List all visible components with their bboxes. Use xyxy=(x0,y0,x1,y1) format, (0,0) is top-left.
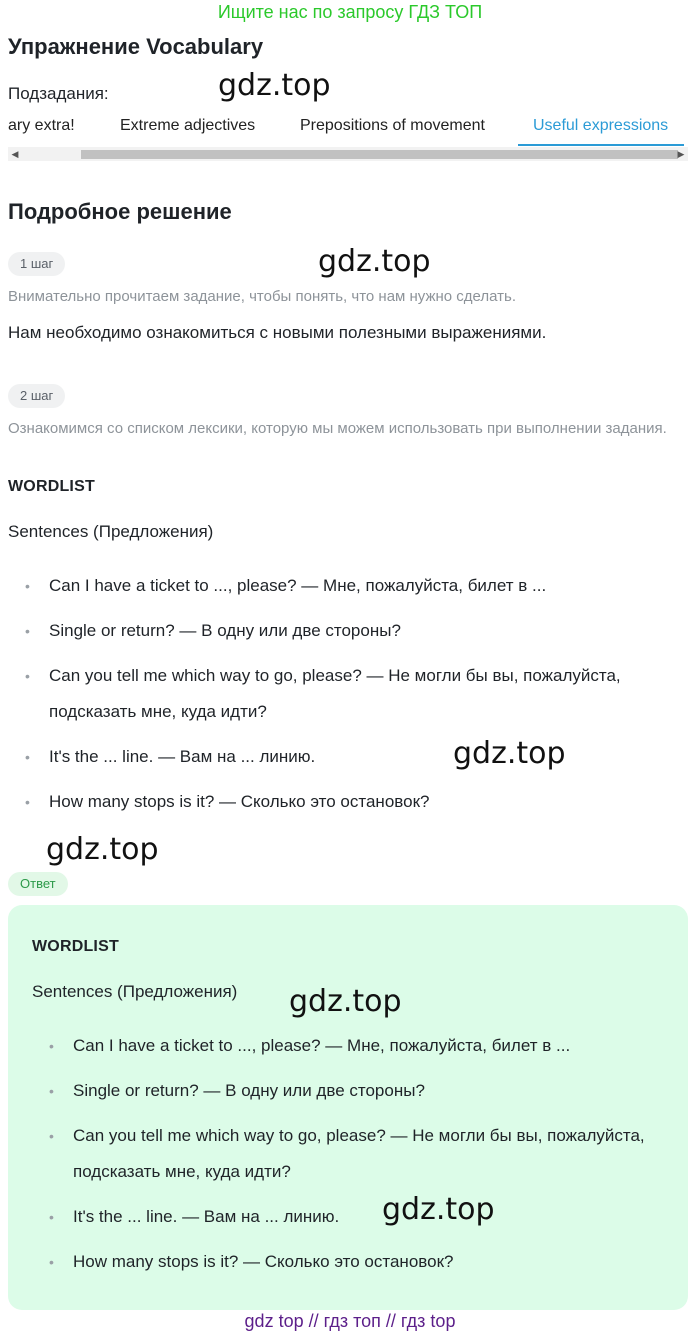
list-item xyxy=(32,1244,672,1280)
bullet-icon: • xyxy=(49,1128,54,1144)
wordlist-heading: WORDLIST xyxy=(8,478,95,495)
scrollbar-thumb[interactable] xyxy=(81,150,678,159)
list-item-text: How many stops is it? — Сколько это остановок? xyxy=(49,792,430,811)
bullet-icon: • xyxy=(49,1083,54,1099)
exercise-title: Упражнение Vocabulary xyxy=(8,34,264,59)
list-item-text: Single or return? — В одну или две стороны? xyxy=(49,621,401,640)
bullet-icon: • xyxy=(25,623,30,639)
list-item xyxy=(8,568,688,604)
bullet-icon: • xyxy=(49,1209,54,1225)
step-1-text: Нам необходимо ознакомиться с новыми полезными выражениями. xyxy=(8,323,547,342)
watermark: gdz.top xyxy=(382,1192,495,1227)
step-1-hint: Внимательно прочитаем задание, чтобы понять, что нам нужно сделать. xyxy=(8,288,517,305)
list-item-text: Can you tell me which way to go, please? — Не могли бы вы, пожалуйста, подсказать мне, куда идти? xyxy=(49,666,621,721)
list-item xyxy=(32,1199,672,1235)
bullet-icon: • xyxy=(25,668,30,684)
list-item xyxy=(32,1073,672,1109)
list-item-text: It's the ... line. — Вам на ... линию. xyxy=(73,1207,340,1226)
solution-title: Подробное решение xyxy=(8,199,232,224)
tabs-scrollbar[interactable] xyxy=(8,147,688,161)
tab-vocabulary-extra[interactable]: ary extra! xyxy=(8,117,75,134)
list-item-text: Can I have a ticket to ..., please? — Мне, пожалуйста, билет в ... xyxy=(49,576,547,595)
tab-useful-expressions[interactable]: Useful expressions xyxy=(518,112,684,146)
list-item xyxy=(8,784,688,820)
watermark: gdz.top xyxy=(289,984,402,1019)
bullet-icon: • xyxy=(25,749,30,765)
sentences-subheading: Sentences (Предложения) xyxy=(8,522,214,541)
step-2-badge: 2 шаг xyxy=(8,384,65,408)
bullet-icon: • xyxy=(25,794,30,810)
list-item xyxy=(8,658,688,730)
scroll-left-icon[interactable]: ◀ xyxy=(11,149,19,159)
list-item-text: Can you tell me which way to go, please? — Не могли бы вы, пожалуйста, подсказать мне, куда идти? xyxy=(73,1126,645,1181)
answer-list xyxy=(32,1028,672,1280)
watermark: gdz.top xyxy=(218,68,331,103)
list-item-text: It's the ... line. — Вам на ... линию. xyxy=(49,747,316,766)
tab-extreme-adjectives[interactable]: Extreme adjectives xyxy=(120,117,256,134)
footer-links[interactable]: gdz top // гдз топ // гдз top xyxy=(244,1311,456,1331)
watermark: gdz.top xyxy=(453,736,566,771)
bullet-icon: • xyxy=(49,1254,54,1270)
subtask-tabs xyxy=(0,112,700,146)
bullet-icon: • xyxy=(49,1038,54,1054)
list-item xyxy=(8,739,688,775)
list-item-text: Can I have a ticket to ..., please? — Мне, пожалуйста, билет в ... xyxy=(73,1036,571,1055)
tab-prepositions-of-movement[interactable]: Prepositions of movement xyxy=(300,117,485,134)
bullet-icon: • xyxy=(25,578,30,594)
promo-banner: Ищите нас по запросу ГДЗ ТОП xyxy=(217,2,483,22)
subtasks-label: Подзадания: xyxy=(8,84,109,103)
watermark: gdz.top xyxy=(318,244,431,279)
answer-sentences-subheading: Sentences (Предложения) xyxy=(32,982,238,1001)
step-2-list xyxy=(8,568,688,820)
step-2-hint: Ознакомимся со списком лексики, которую мы можем использовать при выполнении задания. xyxy=(8,420,667,437)
watermark: gdz.top xyxy=(46,832,159,867)
step-1-badge: 1 шаг xyxy=(8,252,65,276)
list-item-text: Single or return? — В одну или две стороны? xyxy=(73,1081,425,1100)
answer-badge: Ответ xyxy=(8,872,68,896)
list-item xyxy=(32,1118,672,1190)
list-item-text: How many stops is it? — Сколько это остановок? xyxy=(73,1252,454,1271)
answer-wordlist-heading: WORDLIST xyxy=(32,938,119,955)
list-item xyxy=(32,1028,672,1064)
list-item xyxy=(8,613,688,649)
scroll-right-icon[interactable]: ▶ xyxy=(677,149,685,159)
